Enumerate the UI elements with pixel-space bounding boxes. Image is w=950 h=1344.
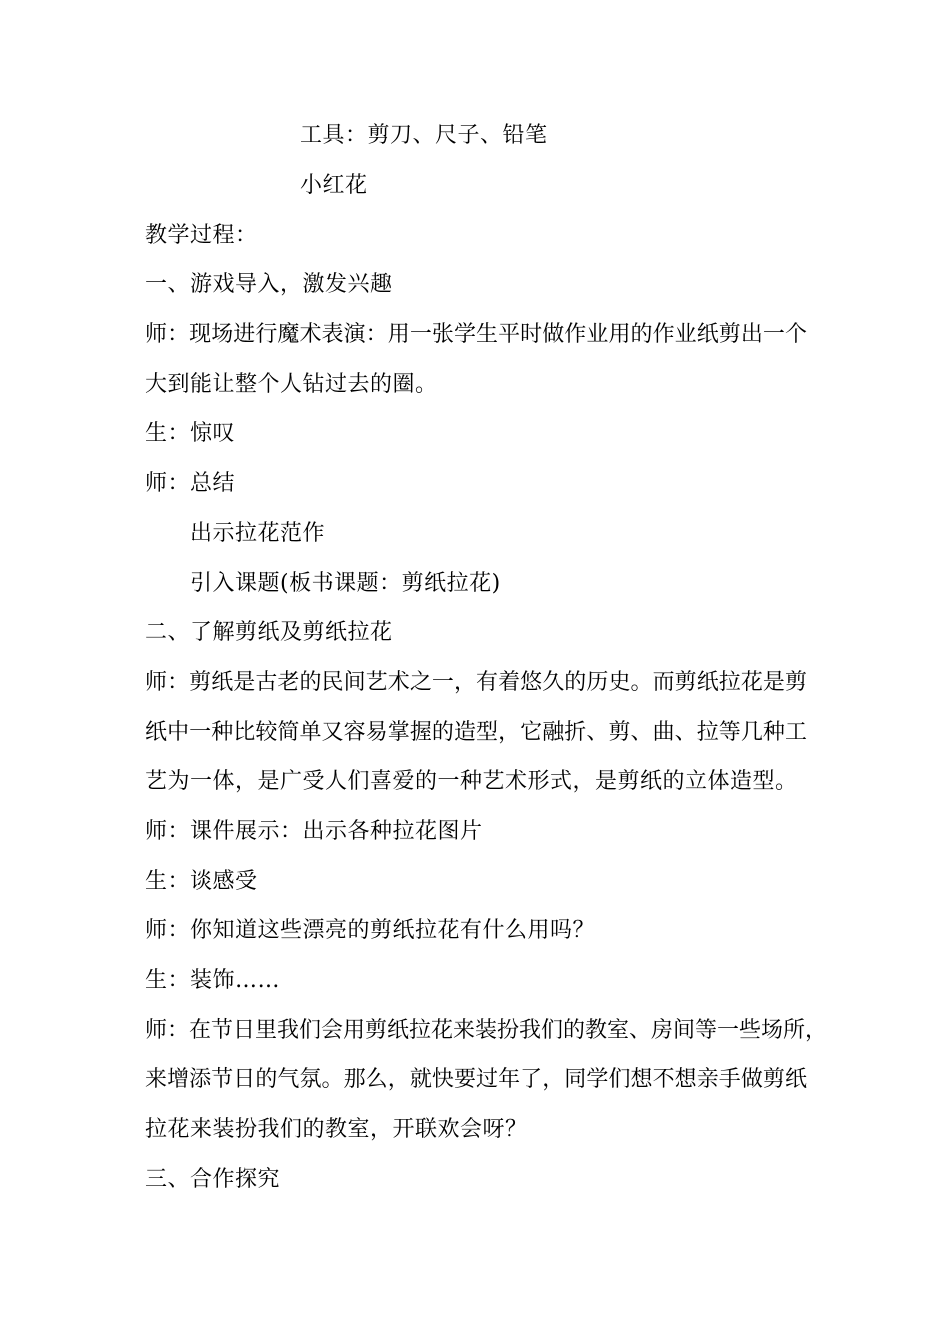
- paragraph-line: 生：惊叹: [145, 421, 236, 446]
- section-heading: 一、游戏导入，激发兴趣: [145, 272, 393, 297]
- section-heading: 三、合作探究: [145, 1167, 281, 1192]
- paragraph-line: 师：课件展示：出示各种拉花图片: [145, 819, 483, 844]
- paragraph-line: 艺为一体，是广受人们喜爱的一种艺术形式，是剪纸的立体造型。: [145, 769, 798, 794]
- paragraph-line: 师：剪纸是古老的民间艺术之一，有着悠久的历史。而剪纸拉花是剪: [145, 670, 807, 695]
- section-heading: 二、了解剪纸及剪纸拉花: [145, 620, 393, 645]
- paragraph-line: 纸中一种比较简单又容易掌握的造型，它融折、剪、曲、拉等几种工: [145, 720, 807, 745]
- paragraph-line: 师：在节日里我们会用剪纸拉花来装扮我们的教室、房间等一些场所，: [145, 1018, 828, 1043]
- indented-line: 出示拉花范作: [190, 521, 326, 546]
- paragraph-line: 生：谈感受: [145, 869, 258, 894]
- section-heading: 教学过程：: [145, 223, 258, 248]
- paragraph-line: 大到能让整个人钻过去的圈。: [145, 372, 438, 397]
- indented-line: 引入课题(板书课题：剪纸拉花): [190, 571, 501, 596]
- paragraph-line: 师：现场进行魔术表演：用一张学生平时做作业用的作业纸剪出一个: [145, 322, 807, 347]
- paragraph-line: 师：总结: [145, 471, 236, 496]
- tools-line: 工具：剪刀、尺子、铅笔: [300, 123, 548, 148]
- paragraph-line: 拉花来装扮我们的教室，开联欢会呀？: [145, 1117, 528, 1142]
- materials-line: 小红花: [300, 173, 368, 198]
- paragraph-line: 生：装饰……: [145, 968, 281, 993]
- paragraph-line: 师：你知道这些漂亮的剪纸拉花有什么用吗？: [145, 918, 596, 943]
- paragraph-line: 来增添节日的气氛。那么，就快要过年了，同学们想不想亲手做剪纸: [145, 1067, 807, 1092]
